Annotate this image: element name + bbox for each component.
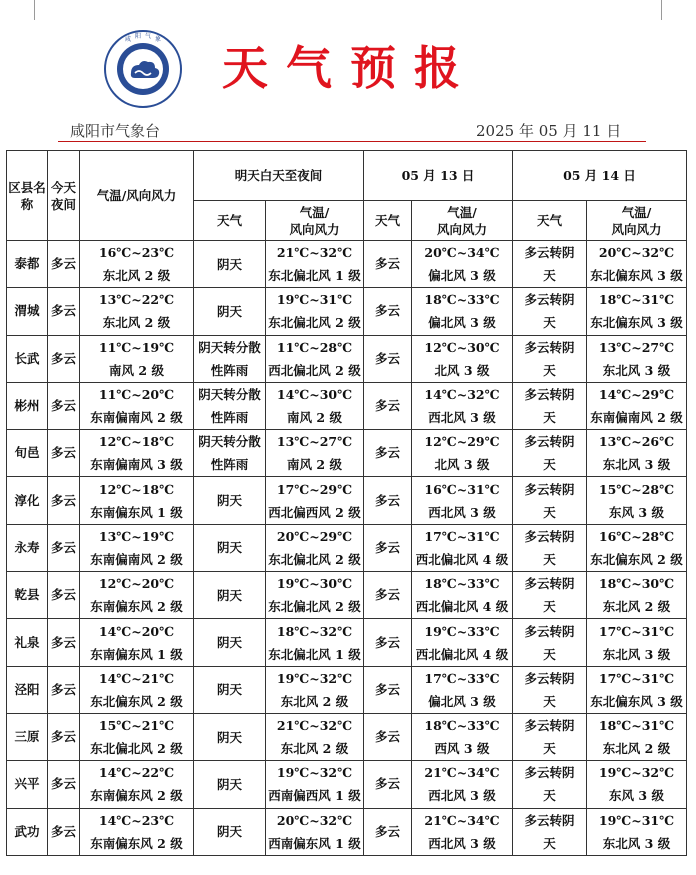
d1-weather: 阴天 <box>194 713 266 760</box>
night-temp-wind <box>80 524 194 571</box>
d1-temp-wind <box>266 713 364 760</box>
d3-weather: 多云转阴天 <box>513 477 587 524</box>
night-wind: 东北风 2 级 <box>102 315 171 331</box>
night-wind: 东南偏东风 2 级 <box>90 835 183 851</box>
d3-wind: 东北偏东风 3 级 <box>590 268 683 284</box>
d2-temp: 21℃~34℃ <box>424 812 500 828</box>
county-name: 永寿 <box>7 524 48 571</box>
night-temp: 11℃~19℃ <box>98 339 175 355</box>
header-day3: 05 月 14 日 <box>513 151 687 201</box>
night-weather: 多云 <box>48 430 80 477</box>
d2-weather: 多云 <box>364 288 412 335</box>
d3-wind: 东北偏东风 3 级 <box>590 315 683 331</box>
d1-temp-wind <box>266 241 364 288</box>
night-weather: 多云 <box>48 666 80 713</box>
d1-temp-wind <box>266 335 364 382</box>
d1-weather: 阴天 <box>194 477 266 524</box>
d1-temp-wind <box>266 666 364 713</box>
d1-wind: 东北偏北风 1 级 <box>268 646 361 662</box>
d3-temp-wind <box>587 713 687 760</box>
county-name: 兴平 <box>7 761 48 808</box>
page-corner-mark-right <box>661 0 688 20</box>
d3-wind: 东北风 2 级 <box>602 599 671 615</box>
d3-weather: 多云转阴天 <box>513 430 587 477</box>
d1-temp: 19℃~31℃ <box>276 292 353 308</box>
d3-wind: 东北风 3 级 <box>602 835 671 851</box>
table-row <box>7 241 687 288</box>
d1-weather: 阴天转分散性阵雨 <box>194 335 266 382</box>
table-row <box>7 524 687 571</box>
night-temp: 14℃~22℃ <box>98 765 175 781</box>
d1-temp-wind <box>266 619 364 666</box>
d2-weather: 多云 <box>364 241 412 288</box>
night-weather: 多云 <box>48 288 80 335</box>
d1-temp-wind <box>266 524 364 571</box>
d2-wind: 西北偏北风 4 级 <box>415 599 509 615</box>
d2-wind: 西风 3 级 <box>434 741 490 757</box>
d2-wind: 西北风 3 级 <box>428 835 496 851</box>
d1-weather: 阴天 <box>194 666 266 713</box>
d3-wind: 东北风 2 级 <box>602 741 671 757</box>
d3-temp-wind <box>587 335 687 382</box>
d2-weather: 多云 <box>364 761 412 808</box>
county-name: 三原 <box>7 713 48 760</box>
d1-wind: 西南偏西风 1 级 <box>268 788 361 804</box>
county-name: 长武 <box>7 335 48 382</box>
d2-temp-wind <box>412 713 513 760</box>
issue-date: 2025 年 05 月 11 日 <box>476 122 622 140</box>
d3-temp: 18℃~31℃ <box>598 292 675 308</box>
county-name: 乾县 <box>7 572 48 619</box>
night-wind: 南风 2 级 <box>109 362 164 378</box>
night-temp: 13℃~22℃ <box>98 292 175 308</box>
d3-temp-wind <box>587 477 687 524</box>
header-tomorrow: 明天白天至夜间 <box>194 151 364 201</box>
d1-temp: 19℃~32℃ <box>276 765 353 781</box>
d3-temp: 16℃~28℃ <box>598 528 675 544</box>
d1-wind: 东北风 2 级 <box>280 741 349 757</box>
d3-temp-wind <box>587 666 687 713</box>
d1-weather: 阴天转分散性阵雨 <box>194 430 266 477</box>
d2-temp: 12℃~30℃ <box>424 339 500 355</box>
d1-temp-wind <box>266 382 364 429</box>
d2-temp: 12℃~29℃ <box>424 434 500 450</box>
night-temp-wind <box>80 713 194 760</box>
county-name: 渭城 <box>7 288 48 335</box>
night-temp-wind <box>80 241 194 288</box>
page-corner-mark-left <box>8 0 35 20</box>
header-wind-label: 风向风力 <box>436 221 487 237</box>
d3-temp-wind <box>587 761 687 808</box>
d3-wind: 东南偏南风 2 级 <box>590 410 683 426</box>
night-temp: 12℃~18℃ <box>98 481 175 497</box>
d2-temp-wind <box>412 288 513 335</box>
d3-wind: 东北风 3 级 <box>602 457 671 473</box>
header-wind-label: 风向风力 <box>611 221 662 237</box>
night-temp-wind <box>80 477 194 524</box>
night-weather: 多云 <box>48 241 80 288</box>
d3-temp-wind <box>587 288 687 335</box>
d2-temp: 18℃~33℃ <box>424 718 500 734</box>
d2-weather: 多云 <box>364 619 412 666</box>
county-name: 泾阳 <box>7 666 48 713</box>
d1-wind: 东北偏北风 2 级 <box>268 315 361 331</box>
d1-weather: 阴天 <box>194 241 266 288</box>
table-row <box>7 713 687 760</box>
night-temp: 12℃~20℃ <box>98 576 175 592</box>
d3-temp: 19℃~31℃ <box>598 812 675 828</box>
header-d1-temp-wind <box>266 201 364 241</box>
d2-temp: 21℃~34℃ <box>424 765 500 781</box>
d1-temp: 21℃~32℃ <box>276 245 353 261</box>
d3-temp: 20℃~32℃ <box>598 245 675 261</box>
d2-wind: 偏北风 3 级 <box>428 693 496 709</box>
table-row <box>7 382 687 429</box>
d1-wind: 东北偏北风 2 级 <box>268 599 361 615</box>
county-name: 礼泉 <box>7 619 48 666</box>
d1-weather: 阴天 <box>194 761 266 808</box>
d3-weather: 多云转阴天 <box>513 572 587 619</box>
table-row <box>7 666 687 713</box>
table-row <box>7 477 687 524</box>
d1-wind: 南风 2 级 <box>287 410 342 426</box>
d1-temp-wind <box>266 572 364 619</box>
night-weather: 多云 <box>48 619 80 666</box>
d2-wind: 偏北风 3 级 <box>428 268 496 284</box>
d3-temp: 13℃~26℃ <box>598 434 675 450</box>
night-wind: 东南偏东风 2 级 <box>90 599 183 615</box>
night-weather: 多云 <box>48 808 80 855</box>
d1-wind: 西北偏北风 2 级 <box>268 362 361 378</box>
d3-temp: 13℃~27℃ <box>598 339 675 355</box>
svg-text:气: 气 <box>145 33 152 40</box>
night-temp-wind <box>80 382 194 429</box>
d2-wind: 西北风 3 级 <box>428 788 496 804</box>
header-night-temp-wind: 气温/风向风力 <box>80 151 194 241</box>
night-temp: 14℃~21℃ <box>98 670 175 686</box>
d2-wind: 北风 3 级 <box>434 362 490 378</box>
d2-temp: 19℃~33℃ <box>424 623 500 639</box>
svg-text:阳: 阳 <box>135 33 142 40</box>
d2-temp-wind <box>412 477 513 524</box>
night-wind: 东南偏东风 1 级 <box>90 646 183 662</box>
d1-wind: 西南偏东风 1 级 <box>268 835 361 851</box>
d3-temp: 17℃~31℃ <box>598 670 675 686</box>
d2-weather: 多云 <box>364 713 412 760</box>
d1-temp: 17℃~29℃ <box>276 481 353 497</box>
d3-temp: 17℃~31℃ <box>598 623 675 639</box>
d1-wind: 西北偏西风 2 级 <box>268 504 361 520</box>
d1-temp: 21℃~32℃ <box>276 718 353 734</box>
night-weather: 多云 <box>48 572 80 619</box>
d2-wind: 西北风 3 级 <box>428 504 496 520</box>
d2-temp-wind <box>412 241 513 288</box>
header-today-night: 今天夜间 <box>48 151 80 241</box>
header-county: 区县名称 <box>7 151 48 241</box>
d3-wind: 东北偏东风 3 级 <box>590 693 683 709</box>
d3-weather: 多云转阴天 <box>513 335 587 382</box>
night-temp: 14℃~20℃ <box>98 623 175 639</box>
night-wind: 东南偏南风 2 级 <box>90 551 183 567</box>
county-name: 旬邑 <box>7 430 48 477</box>
d1-temp: 11℃~28℃ <box>276 339 353 355</box>
night-wind: 东南偏南风 3 级 <box>90 457 183 473</box>
d1-temp: 19℃~30℃ <box>276 576 353 592</box>
header-wind-label: 风向风力 <box>289 221 340 237</box>
night-temp-wind <box>80 572 194 619</box>
d1-temp: 18℃~32℃ <box>276 623 353 639</box>
header-temp-label: 气温/ <box>299 204 330 220</box>
d3-wind: 东北风 3 级 <box>602 646 671 662</box>
d3-temp-wind <box>587 524 687 571</box>
night-temp: 13℃~19℃ <box>98 528 175 544</box>
d2-temp-wind <box>412 335 513 382</box>
d3-temp: 15℃~28℃ <box>598 481 675 497</box>
night-weather: 多云 <box>48 477 80 524</box>
d1-weather: 阴天 <box>194 288 266 335</box>
d3-temp: 18℃~30℃ <box>598 576 675 592</box>
d3-wind: 东北风 3 级 <box>602 362 671 378</box>
d1-temp: 14℃~30℃ <box>276 387 353 403</box>
d2-wind: 西北风 3 级 <box>428 410 496 426</box>
d1-wind: 东北偏北风 1 级 <box>268 268 361 284</box>
d1-weather: 阴天 <box>194 524 266 571</box>
night-weather: 多云 <box>48 335 80 382</box>
table-row <box>7 572 687 619</box>
d3-temp: 19℃~32℃ <box>598 765 675 781</box>
header-d2-weather: 天气 <box>364 201 412 241</box>
d3-temp: 14℃~29℃ <box>598 387 675 403</box>
page-title: 天气预报 <box>222 41 478 95</box>
night-weather: 多云 <box>48 524 80 571</box>
night-temp-wind <box>80 619 194 666</box>
d3-temp-wind <box>587 619 687 666</box>
night-temp-wind <box>80 666 194 713</box>
night-wind: 东南偏东风 1 级 <box>90 504 183 520</box>
d2-temp: 20℃~34℃ <box>424 245 500 261</box>
d3-weather: 多云转阴天 <box>513 713 587 760</box>
d3-temp-wind <box>587 808 687 855</box>
d3-wind: 东北偏东风 2 级 <box>590 551 683 567</box>
table-row <box>7 430 687 477</box>
d3-weather: 多云转阴天 <box>513 666 587 713</box>
d2-weather: 多云 <box>364 572 412 619</box>
d2-temp-wind <box>412 524 513 571</box>
county-name: 泰都 <box>7 241 48 288</box>
table-row <box>7 619 687 666</box>
svg-text:咸: 咸 <box>125 36 132 43</box>
d2-weather: 多云 <box>364 335 412 382</box>
d2-temp: 18℃~33℃ <box>424 292 500 308</box>
d2-wind: 西北偏北风 4 级 <box>415 551 509 567</box>
d2-wind: 北风 3 级 <box>434 457 490 473</box>
d1-weather: 阴天转分散性阵雨 <box>194 382 266 429</box>
d2-temp: 16℃~31℃ <box>424 481 500 497</box>
table-row <box>7 335 687 382</box>
night-wind: 东南偏东风 2 级 <box>90 788 183 804</box>
d2-weather: 多云 <box>364 808 412 855</box>
d2-weather: 多云 <box>364 382 412 429</box>
table-row <box>7 761 687 808</box>
header-divider <box>58 141 646 142</box>
d1-temp-wind <box>266 288 364 335</box>
d3-weather: 多云转阴天 <box>513 808 587 855</box>
d3-weather: 多云转阴天 <box>513 288 587 335</box>
county-name: 彬州 <box>7 382 48 429</box>
d2-temp-wind <box>412 808 513 855</box>
d3-weather: 多云转阴天 <box>513 619 587 666</box>
d2-weather: 多云 <box>364 524 412 571</box>
night-temp-wind <box>80 288 194 335</box>
d1-temp-wind <box>266 761 364 808</box>
d1-wind: 南风 2 级 <box>287 457 342 473</box>
d1-temp-wind <box>266 430 364 477</box>
d1-temp-wind <box>266 808 364 855</box>
d2-temp-wind <box>412 761 513 808</box>
d2-wind: 西北偏北风 4 级 <box>415 646 509 662</box>
d2-temp-wind <box>412 572 513 619</box>
header-d3-temp-wind <box>587 201 687 241</box>
night-temp-wind <box>80 430 194 477</box>
night-temp-wind <box>80 335 194 382</box>
night-temp-wind <box>80 761 194 808</box>
night-weather: 多云 <box>48 713 80 760</box>
night-temp-wind <box>80 808 194 855</box>
meteorology-seal-icon <box>103 29 183 109</box>
d1-temp: 20℃~29℃ <box>276 528 353 544</box>
night-wind: 东北风 2 级 <box>102 268 171 284</box>
d1-weather: 阴天 <box>194 808 266 855</box>
d2-temp-wind <box>412 619 513 666</box>
header-temp-label: 气温/ <box>447 204 477 220</box>
d1-temp: 13℃~27℃ <box>276 434 353 450</box>
header-temp-label: 气温/ <box>621 204 652 220</box>
county-name: 武功 <box>7 808 48 855</box>
county-name: 淳化 <box>7 477 48 524</box>
night-weather: 多云 <box>48 761 80 808</box>
d2-temp-wind <box>412 666 513 713</box>
header-d1-weather: 天气 <box>194 201 266 241</box>
header-day2: 05 月 13 日 <box>364 151 513 201</box>
d1-weather: 阴天 <box>194 619 266 666</box>
night-temp: 15℃~21℃ <box>98 718 175 734</box>
d2-weather: 多云 <box>364 666 412 713</box>
d3-wind: 东风 3 级 <box>609 788 664 804</box>
d1-wind: 东北偏北风 2 级 <box>268 551 361 567</box>
d1-temp: 19℃~32℃ <box>276 670 353 686</box>
night-temp: 16℃~23℃ <box>98 245 175 261</box>
d1-weather: 阴天 <box>194 572 266 619</box>
header-d2-temp-wind <box>412 201 513 241</box>
table-row <box>7 288 687 335</box>
forecast-table <box>6 150 687 856</box>
d1-temp-wind <box>266 477 364 524</box>
svg-text:象: 象 <box>155 36 162 43</box>
night-wind: 东北偏东风 2 级 <box>90 693 183 709</box>
d2-temp-wind <box>412 382 513 429</box>
night-temp: 12℃~18℃ <box>98 434 175 450</box>
night-temp: 11℃~20℃ <box>98 387 175 403</box>
d2-wind: 偏北风 3 级 <box>428 315 496 331</box>
d3-temp: 18℃~31℃ <box>598 718 675 734</box>
table-row <box>7 808 687 855</box>
d3-wind: 东风 3 级 <box>609 504 664 520</box>
d2-weather: 多云 <box>364 477 412 524</box>
d2-temp: 18℃~33℃ <box>424 576 500 592</box>
d2-temp-wind <box>412 430 513 477</box>
night-wind: 东南偏南风 2 级 <box>90 410 183 426</box>
d3-temp-wind <box>587 572 687 619</box>
night-wind: 东北偏北风 2 级 <box>90 741 183 757</box>
header-d3-weather: 天气 <box>513 201 587 241</box>
d3-temp-wind <box>587 430 687 477</box>
d2-temp: 17℃~31℃ <box>424 528 500 544</box>
d2-temp: 14℃~32℃ <box>424 387 500 403</box>
issuing-organization: 咸阳市气象台 <box>70 122 161 140</box>
d3-temp-wind <box>587 382 687 429</box>
night-weather: 多云 <box>48 382 80 429</box>
d3-weather: 多云转阴天 <box>513 382 587 429</box>
d2-temp: 17℃~33℃ <box>424 670 500 686</box>
night-temp: 14℃~23℃ <box>98 812 175 828</box>
d3-weather: 多云转阴天 <box>513 241 587 288</box>
d3-weather: 多云转阴天 <box>513 761 587 808</box>
d3-weather: 多云转阴天 <box>513 524 587 571</box>
d1-temp: 20℃~32℃ <box>276 812 353 828</box>
d1-wind: 东北风 2 级 <box>280 693 349 709</box>
d3-temp-wind <box>587 241 687 288</box>
d2-weather: 多云 <box>364 430 412 477</box>
